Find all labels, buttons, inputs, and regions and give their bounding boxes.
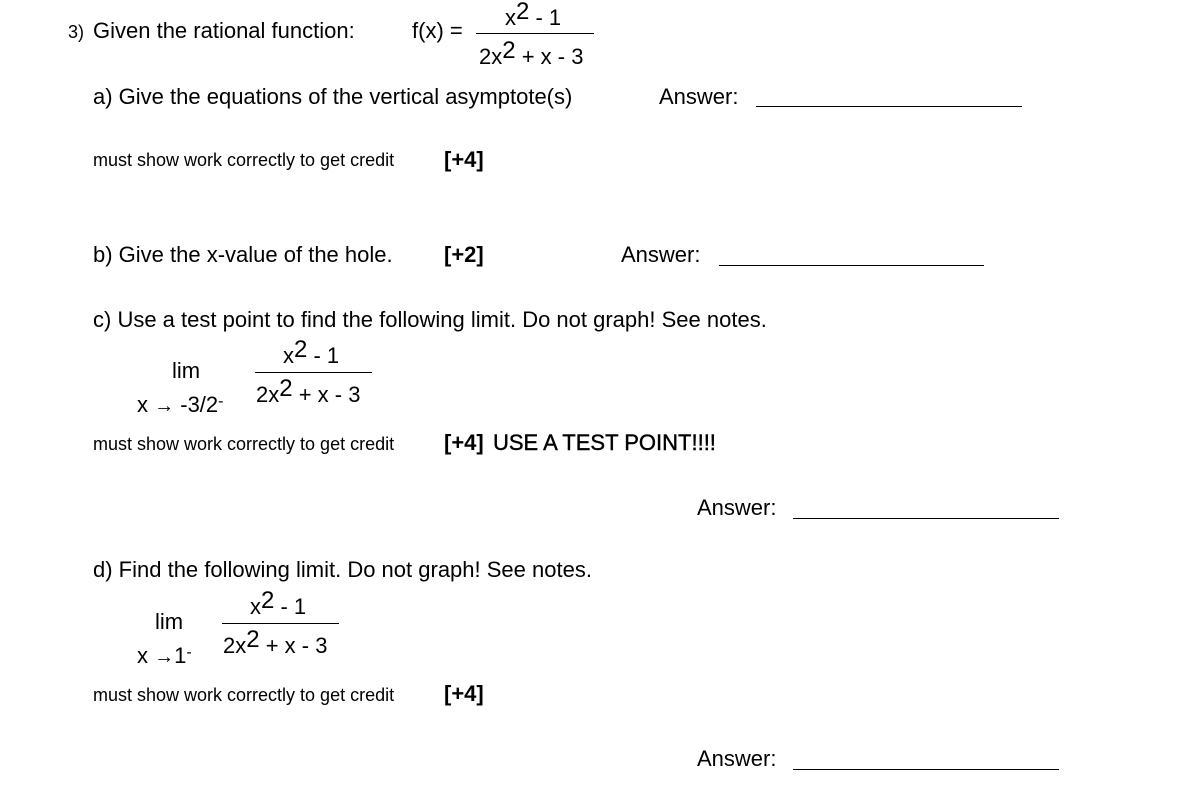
part-b-points: [+2]: [444, 242, 484, 267]
part-a-points: [+4]: [444, 147, 484, 172]
part-d-answer-label: Answer:: [697, 746, 777, 771]
part-a-credit-note: must show work correctly to get credit: [93, 150, 395, 170]
part-c-approach: x → -3/2-: [137, 392, 224, 417]
part-d-credit-note: must show work correctly to get credit: [93, 685, 395, 705]
part-d-lim: lim: [155, 609, 184, 634]
function-label: f(x) =: [412, 18, 463, 43]
part-a-answer-blank[interactable]: [756, 106, 1022, 107]
function-fraction-bar: [476, 33, 594, 34]
part-d-approach: x →1-: [137, 643, 192, 668]
part-c-prompt: c) Use a test point to find the following limit. Do not graph! See notes.: [93, 307, 767, 332]
part-c-answer-label: Answer:: [697, 495, 777, 520]
part-b-prompt: b) Give the x-value of the hole.: [93, 242, 393, 267]
part-d-points: [+4]: [444, 681, 484, 706]
part-d-fraction-bar: [222, 623, 339, 624]
problem-intro: Given the rational function:: [93, 18, 355, 43]
part-c-emphasis: USE A TEST POINT!!!!: [493, 430, 716, 455]
part-b-answer-blank[interactable]: [719, 265, 984, 266]
part-c-numerator: $x^2 - 1$: [283, 336, 340, 368]
part-c-points: [+4]: [444, 430, 484, 455]
part-c-lim: lim: [172, 358, 201, 383]
problem-number: 3): [68, 22, 85, 42]
function-numerator: $x^2 - 1$: [505, 0, 562, 30]
part-d-numerator: $x^2 - 1$: [250, 587, 307, 619]
part-a-answer-label: Answer:: [659, 84, 739, 109]
part-a-prompt: a) Give the equations of the vertical asymptote(s): [93, 84, 573, 109]
part-d-answer-blank[interactable]: [793, 769, 1059, 770]
function-denominator: $2x^2 + x - 3$: [479, 37, 584, 69]
part-d-prompt: d) Find the following limit. Do not graph! See notes.: [93, 557, 592, 582]
part-d-denominator: $2x^2 + x - 3$: [223, 626, 328, 658]
arrow-icon: →: [154, 646, 175, 668]
part-c-answer-blank[interactable]: [793, 518, 1059, 519]
part-c-denominator: $2x^2 + x - 3$: [256, 375, 361, 407]
part-c-fraction-bar: [255, 372, 372, 373]
part-b-answer-label: Answer:: [621, 242, 701, 267]
part-c-credit-note: must show work correctly to get credit: [93, 434, 395, 454]
arrow-icon: →: [154, 395, 175, 417]
